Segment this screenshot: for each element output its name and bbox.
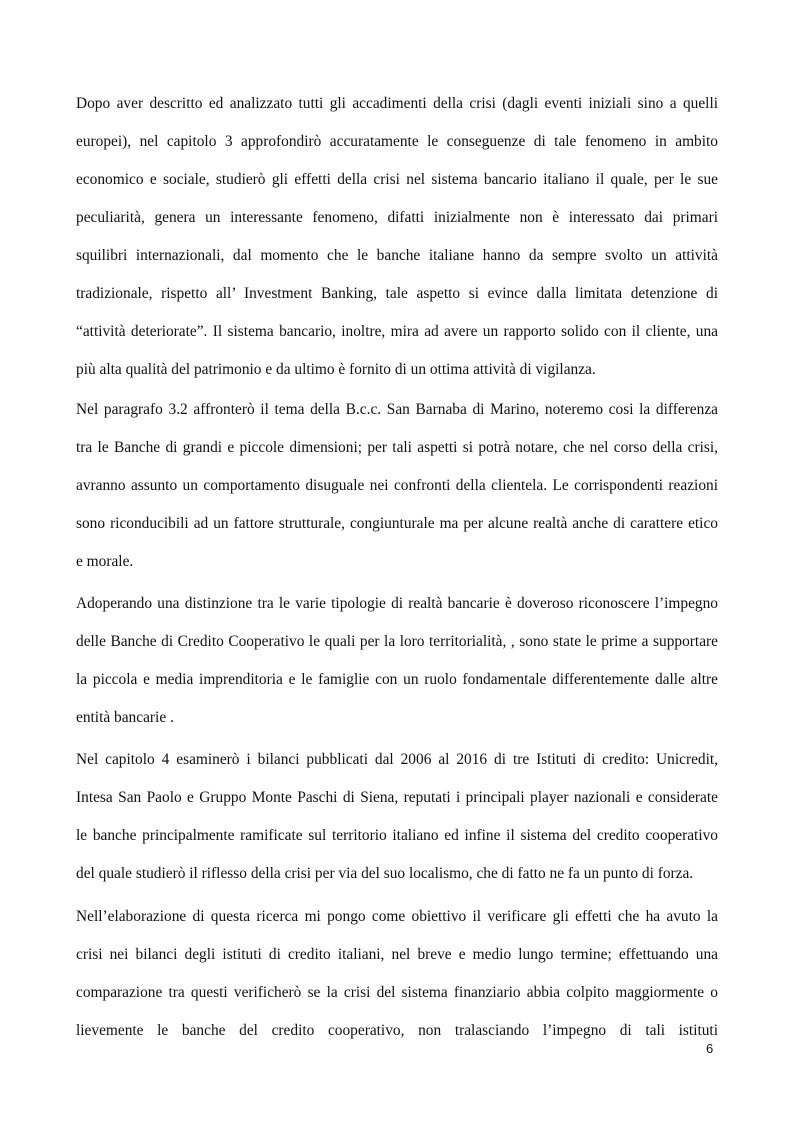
- text-line: delle Banche di Credito Cooperativo le quali per la loro territorialità, , sono state le prime a supportare: [76, 633, 718, 650]
- text-line: sono riconducibili ad un fattore strutturale, congiunturale ma per alcune realtà anche di carattere etico: [76, 515, 718, 532]
- text-line: più alta qualità del patrimonio e da ultimo è fornito di un ottima attività di vigilanza.: [76, 361, 596, 378]
- text-line: tradizionale, rispetto all’ Investment Banking, tale aspetto si evince dalla limitata detenzione di: [76, 285, 718, 302]
- text-line: Nel capitolo 4 esaminerò i bilanci pubblicati dal 2006 al 2016 di tre Istituti di credito: Unicredit,: [76, 751, 718, 768]
- text-line: avranno assunto un comportamento disuguale nei confronti della clientela. Le corrispondenti reazioni: [76, 477, 718, 494]
- text-line: Nel paragrafo 3.2 affronterò il tema della B.c.c. San Barnaba di Marino, noteremo cosi la differenza: [76, 401, 718, 418]
- text-line: del quale studierò il riflesso della crisi per via del suo localismo, che di fatto ne fa un punto di forza.: [76, 865, 694, 882]
- text-line: Intesa San Paolo e Gruppo Monte Paschi di Siena, reputati i principali player nazionali e considerate: [76, 789, 718, 806]
- text-line: e morale.: [76, 553, 134, 570]
- paragraph-5: [76, 907, 718, 1059]
- text-line: le banche principalmente ramificate sul territorio italiano ed infine il sistema del credito cooperativo: [76, 827, 718, 844]
- text-line: la piccola e media imprenditoria e le famiglie con un ruolo fondamentale differentemente dalle altre: [76, 671, 718, 688]
- paragraph-3: [76, 594, 718, 746]
- text-line: crisi nei bilanci degli istituti di credito italiani, nel breve e medio lungo termine; effettuando una: [76, 946, 718, 963]
- text-line: comparazione tra questi verificherò se la crisi del sistema finanziario abbia colpito maggiormente o: [76, 984, 718, 1001]
- paragraph-2: [76, 400, 718, 590]
- text-line: tra le Banche di grandi e piccole dimensioni; per tali aspetti si potrà notare, che nel corso della crisi,: [76, 439, 718, 456]
- paragraph-4: [76, 750, 718, 902]
- text-line: lievemente le banche del credito cooperativo, non tralasciando l’impegno di tali istituti: [76, 1022, 718, 1039]
- text-line: squilibri internazionali, dal momento che le banche italiane hanno da sempre svolto un attività: [76, 247, 718, 264]
- text-line: peculiarità, genera un interessante fenomeno, difatti inizialmente non è interessato dai primari: [76, 209, 718, 226]
- text-line: Dopo aver descritto ed analizzato tutti gli accadimenti della crisi (dagli eventi iniziali sino a quelli: [76, 95, 718, 112]
- text-line: “attività deteriorate”. Il sistema bancario, inoltre, mira ad avere un rapporto solido con il cliente, una: [76, 323, 718, 340]
- page-number: 6: [706, 1041, 714, 1056]
- text-line: entità bancarie .: [76, 709, 174, 726]
- paragraph-1: [76, 94, 718, 398]
- text-line: economico e sociale, studierò gli effetti della crisi nel sistema bancario italiano il quale, per le sue: [76, 171, 718, 188]
- text-line: Nell’elaborazione di questa ricerca mi pongo come obiettivo il verificare gli effetti che ha avuto la: [76, 908, 718, 925]
- text-line: europei), nel capitolo 3 approfondirò accuratamente le conseguenze di tale fenomeno in ambito: [76, 133, 718, 150]
- text-line: Adoperando una distinzione tra le varie tipologie di realtà bancarie è doveroso riconoscere l’impegno: [76, 595, 718, 612]
